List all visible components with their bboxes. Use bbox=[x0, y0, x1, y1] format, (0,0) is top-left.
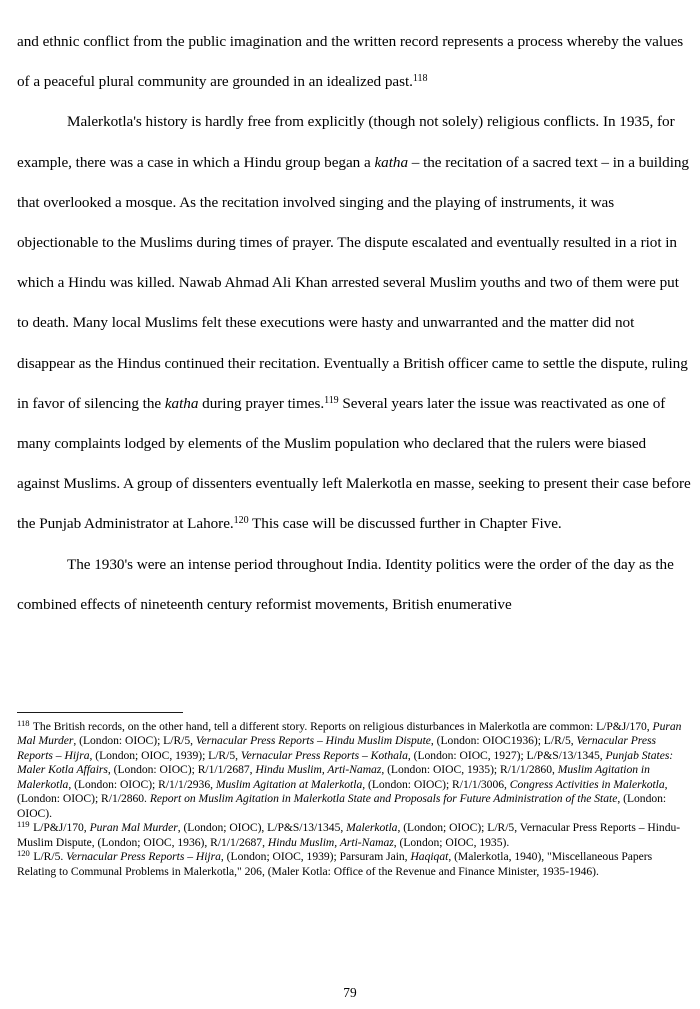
italic-title: Vernacular Press Reports – Kothala bbox=[240, 748, 408, 762]
body-text-column bbox=[17, 22, 691, 625]
footnote-120: $^{120}$ L/R/5. Vernacular Press Reports – Hijra, (London; OIOC, 1939); Parsuram Jain, Haqiqat, (Malerkotla, 1940), "Miscellaneous Papers Relating to Communal Problems in Malerkotla," 206, (Maler Kotla: Office of the Revenue and Finance Minister, 1935-1946). bbox=[17, 848, 653, 878]
footnote-list bbox=[17, 720, 693, 879]
footnote-number-119: 119 bbox=[17, 819, 30, 830]
italic-title: Report on Muslim Agitation in Malerkotla State and Proposals for Future Administration of the State bbox=[149, 792, 618, 806]
italic-title: Congress Activities in Malerkotla bbox=[509, 777, 665, 791]
italic-title: Vernacular Press Reports – Hijra bbox=[17, 734, 656, 762]
footnote-reference-118[interactable]: 118 bbox=[412, 73, 428, 84]
italic-title: katha bbox=[374, 153, 408, 171]
footnote-separator-rule bbox=[17, 712, 183, 713]
footnote-number-120: 120 bbox=[17, 848, 30, 859]
page-number: 79 bbox=[343, 985, 357, 1000]
para-continued: and ethnic conflict from the public imagination and the written record represents a process whereby the values of a peaceful plural community are grounded in an idealized past.$^{118}$ bbox=[17, 33, 684, 91]
footnote-118: $^{118}$ The British records, on the other hand, tell a different story. Reports on religious disturbances in Malerkotla are common: L/P&J/170, Puran Mal Murder, (London: OIOC); L/R/5, Vernacular Press Reports – Hindu Muslim Dispute, (London: OIOC1936); L/R/5, Vernacular Press Reports – Hijra, (London; OIOC, 1939); L/R/5, Vernacular Press Reports – Kothala, (London: OIOC, 1927); L/P&S/13/1345, Punjab States: Maler Kotla Affairs, (London: OIOC); R/1/1/2687, Hindu Muslim, Arti-Namaz, (London: OIOC, 1935); R/1/1/2860, Muslim Agitation in Malerkotla, (London: OIOC); R/1/1/2936, Muslim Agitation at Malerkotla, (London: OIOC); R/1/1/3006, Congress Activities in Malerkotla, (London: OIOC); R/1/2860. Report on Muslim Agitation in Malerkotla State and Proposals for Future Administration of the State, (London: OIOC). bbox=[17, 718, 682, 820]
footnote-area bbox=[17, 712, 693, 879]
italic-title: Muslim Agitation in Malerkotla bbox=[17, 763, 650, 791]
italic-title: Punjab States: Maler Kotla Affairs bbox=[17, 748, 674, 777]
para-malerkotla-history: Malerkotla's history is hardly free from explicitly (though not solely) religious conflicts. In 1935, for example, there was a case in which a Hindu group began a katha – the recitation of a sacred text – in a building that overlooked a mosque. As the recitation involved singing and the playing of instruments, it was objectionable to the Muslims during times of prayer. The dispute escalated and eventually resulted in a riot in which a Hindu was killed. Nawab Ahmad Ali Khan arrested several Muslim youths and two of them were put to death. Many local Muslims felt these executions were hasty and unwarranted and the matter did not disappear as the Hindus continued their recitation. Eventually a British officer came to settle the dispute, ruling in favor of silencing the katha during prayer times.$^{119}$ Several years later the issue was reactivated as one of many complaints lodged by elements of the Muslim population who declared that the rulers were biased against Muslims. A group of dissenters eventually left Malerkotla en masse, seeking to present their case before the Punjab Administrator at Lahore.$^{120}$ This case will be discussed further in Chapter Five. bbox=[17, 113, 691, 533]
footnote-number-118: 118 bbox=[17, 718, 30, 729]
italic-title: Vernacular Press Reports – Hindu Muslim Dispute bbox=[195, 734, 431, 748]
italic-title: Malerkotla bbox=[346, 821, 398, 835]
footnote-reference-119[interactable]: 119 bbox=[324, 394, 339, 406]
footnote-reference-120[interactable]: 120 bbox=[233, 515, 249, 527]
italic-title: katha bbox=[164, 394, 199, 412]
italic-title: Hindu Muslim, Arti-Namaz bbox=[255, 763, 382, 777]
italic-title: Puran Mal Murder bbox=[89, 821, 178, 835]
italic-title: Vernacular Press Reports – Hijra bbox=[66, 850, 221, 864]
italic-title: Hindu Muslim, Arti-Namaz bbox=[267, 835, 394, 849]
footnote-119: $^{119}$ L/P&J/170, Puran Mal Murder, (London; OIOC), L/P&S/13/1345, Malerkotla, (London; OIOC); L/R/5, Vernacular Press Reports – Hindu-Muslim Dispute, (London; OIOC, 1936), R/1/1/2687, Hindu Muslim, Arti-Namaz, (London; OIOC, 1935). bbox=[17, 819, 681, 849]
para-1930s: The 1930's were an intense period throughout India. Identity politics were the order of the day as the combined effects of nineteenth century reformist movements, British enumerative bbox=[17, 555, 674, 613]
italic-title: Haqiqat bbox=[410, 850, 449, 864]
italic-title: Muslim Agitation at Malerkotla bbox=[215, 777, 363, 791]
italic-title: Puran Mal Murder bbox=[17, 720, 682, 748]
